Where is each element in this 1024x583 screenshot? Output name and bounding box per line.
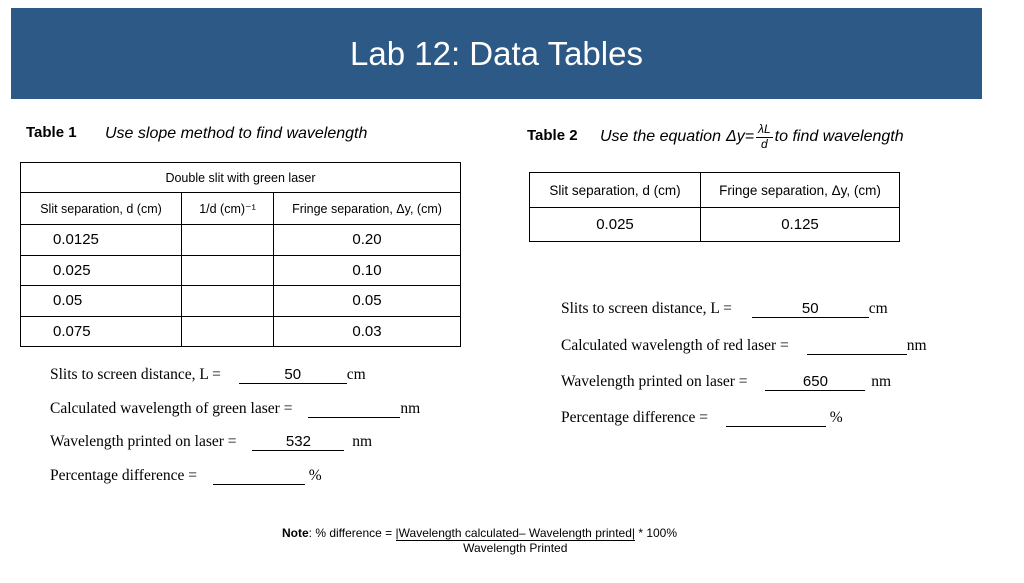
green-printed-row: [50, 433, 372, 451]
red-printed-unit: nm: [871, 373, 892, 390]
red-distance-unit: cm: [868, 300, 888, 317]
table-row: [21, 316, 461, 347]
fraction-denominator: d: [761, 136, 768, 151]
green-pct-unit: %: [308, 467, 322, 484]
equation-fraction: [756, 123, 773, 152]
table1-cell: 0.03: [274, 316, 461, 347]
green-distance-field[interactable]: 50: [239, 366, 347, 384]
red-calc-unit: nm: [906, 337, 927, 354]
title-banner: [11, 8, 982, 99]
green-pct-row: [50, 467, 322, 485]
red-pct-field[interactable]: [726, 409, 826, 427]
red-calc-label: Calculated wavelength of red laser =: [561, 337, 789, 354]
note-numerator: |Wavelength calculated– Wavelength printed|: [395, 526, 635, 540]
red-distance-label: Slits to screen distance, L =: [561, 300, 732, 317]
table-row: [21, 225, 461, 256]
table1-cell: 0.075: [21, 316, 182, 347]
table1-header-inverse: 1/d (cm)⁻¹: [182, 193, 274, 225]
red-printed-row: [561, 373, 891, 391]
table1-cell: 0.20: [274, 225, 461, 256]
table-row: [21, 255, 461, 286]
table2-cell: 0.025: [530, 208, 701, 242]
table1-group-header: Double slit with green laser: [21, 163, 461, 193]
table1-cell: 0.10: [274, 255, 461, 286]
table1-cell: 0.05: [274, 286, 461, 317]
note-fraction: [396, 526, 635, 555]
table1-caption: Use slope method to find wavelength: [105, 125, 368, 142]
note-suffix: * 100%: [635, 526, 678, 540]
green-calc-field[interactable]: [308, 400, 400, 418]
table1: [20, 162, 461, 347]
table2-caption-post: to find wavelength: [774, 128, 904, 145]
green-calc-unit: nm: [400, 400, 421, 417]
table2-header-fringe: Fringe separation, Δy, (cm): [701, 173, 900, 208]
red-pct-row: [561, 409, 843, 427]
table2: [529, 172, 900, 242]
note-bold: Note: [282, 526, 309, 540]
table1-cell: [182, 225, 274, 256]
green-printed-label: Wavelength printed on laser =: [50, 433, 237, 450]
table2-caption: [600, 118, 904, 156]
green-pct-field[interactable]: [213, 467, 305, 485]
table-row: [530, 208, 900, 242]
green-distance-label: Slits to screen distance, L =: [50, 366, 221, 383]
red-pct-label: Percentage difference =: [561, 409, 709, 426]
table1-header-slit: Slit separation, d (cm): [21, 193, 182, 225]
table1-cell: [182, 286, 274, 317]
table1-header-fringe: Fringe separation, Δy, (cm): [274, 193, 461, 225]
red-distance-field[interactable]: 50: [752, 300, 869, 318]
fraction-numerator: λL: [758, 121, 771, 136]
table1-cell: [182, 255, 274, 286]
table2-cell: 0.125: [701, 208, 900, 242]
table2-label: Table 2: [527, 127, 578, 144]
table1-cell: 0.05: [21, 286, 182, 317]
table-row: [21, 286, 461, 317]
table1-cell: 0.0125: [21, 225, 182, 256]
table1-cell: 0.025: [21, 255, 182, 286]
red-printed-label: Wavelength printed on laser =: [561, 373, 748, 390]
page-title: Lab 12: Data Tables: [350, 34, 643, 72]
red-pct-unit: %: [829, 409, 843, 426]
note-prefix: : % difference =: [308, 526, 396, 540]
green-printed-field[interactable]: 532: [252, 433, 344, 451]
table2-header-slit: Slit separation, d (cm): [530, 173, 701, 208]
table1-cell: [182, 316, 274, 347]
red-printed-field[interactable]: 650: [765, 373, 865, 391]
green-printed-unit: nm: [352, 433, 373, 450]
red-calc-row: [561, 337, 927, 355]
percent-difference-note: [282, 526, 677, 555]
green-calc-label: Calculated wavelength of green laser =: [50, 400, 293, 417]
green-distance-unit: cm: [346, 366, 366, 383]
table2-caption-pre: Use the equation: [600, 128, 721, 145]
table2-caption-eq: Δy=: [725, 128, 755, 145]
green-pct-label: Percentage difference =: [50, 467, 198, 484]
green-distance-row: [50, 366, 366, 384]
table1-label: Table 1: [26, 124, 77, 141]
red-distance-row: [561, 300, 888, 318]
red-calc-field[interactable]: [807, 337, 907, 355]
green-calc-row: [50, 400, 420, 418]
note-denominator: Wavelength Printed: [463, 541, 568, 555]
